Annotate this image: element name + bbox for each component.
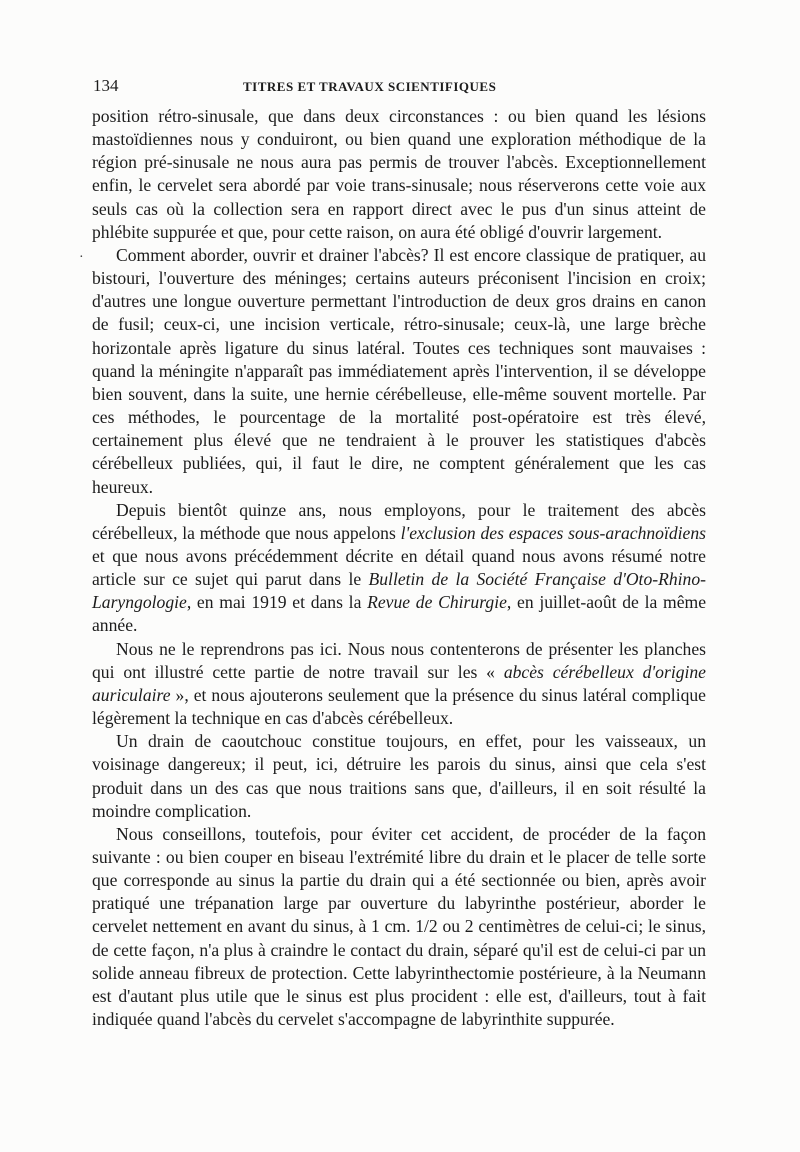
text-run: », et nous ajouterons seulement que la présence du sinus latéral complique légèrement la technique en cas d'abcès cérébelleux. (92, 684, 706, 729)
page-number: 134 (93, 76, 119, 95)
paragraph-p6 (92, 823, 706, 1031)
text-run: , en juillet-août de la même année. (92, 592, 707, 636)
text-run: , en mai 1919 et dans la (186, 592, 368, 613)
running-title: TITRES ET TRAVAUX SCIENTIFIQUES (243, 79, 497, 94)
italic-run: Revue de Chirurgie (367, 592, 507, 613)
paragraph-p2 (92, 244, 706, 499)
paragraph-p3 (92, 499, 706, 638)
text-run: Depuis bientôt quinze ans, nous employons, pour le traitement des abcès cérébelleux, la méthode que nous appelons (92, 499, 706, 543)
text-run: et que nous avons précédemment décrite en détail quand nous avons résumé notre article sur ce sujet qui parut dans le (92, 545, 706, 590)
text-run: position rétro-sinusale, que dans deux circonstances : ou bien quand les lésions mastoïdiennes nous y conduiront, ou bien quand une exploration méthodique de la région pré-sinusale ne nous aura pas permis de trouver l'abcès. Exceptionnellement enfin, le cervelet sera abordé par voie trans-sinusale; nous réserverons cette voie aux seuls cas où la collection sera en rapport direct avec le pus d'un sinus atteint de phlébite suppurée et que, pour cette raison, on aura été obligé d'ouvrir largement. (92, 106, 706, 242)
margin-mark: · (79, 250, 84, 265)
paragraph-p4 (92, 638, 706, 731)
italic-run: Bulletin de la Société Française d'Oto-Rhino-Laryngologie (92, 569, 706, 613)
italic-run: l'exclusion des espaces sous-arachnoïdiens (400, 522, 706, 543)
running-header (93, 76, 705, 96)
paragraph-p5 (92, 730, 706, 823)
text-run: Comment aborder, ouvrir et drainer l'abcès? Il est encore classique de pratiquer, au bistouri, l'ouverture des méninges; certains auteurs préconisent l'incision en croix; d'autres une longue ouverture permettant l'introduction de deux gros drains en canon de fusil; ceux-ci, une incision verticale, rétro-sinusale; ceux-là, une large brèche horizontale après ligature du sinus latéral. Toutes ces techniques sont mauvaises : quand la méningite n'apparaît pas immédiatement après l'intervention, il se développe bien souvent, dans la suite, une hernie cérébelleuse, elle-même souvent mortelle. Par ces méthodes, le pourcentage de la mortalité post-opératoire est très élevé, certainement plus élevé que ne tendraient à le prouver les statistiques d'abcès cérébelleux publiées, qui, il faut le dire, ne comptent généralement que les cas heureux. (92, 244, 706, 497)
body-text (92, 105, 706, 1031)
italic-run: abcès cérébelleux d'origine auriculaire (92, 661, 706, 705)
text-run: Nous conseillons, toutefois, pour éviter cet accident, de procéder de la façon suivante : ou bien couper en biseau l'extrémité libre du drain et le placer de telle sorte que corresponde au sinus la partie du drain qui a été sectionnée ou bien, après avoir pratiqué une trépanation large par ouverture du labyrinthe postérieur, aborder le cervelet nettement en avant du sinus, à 1 cm. 1/2 ou 2 centimètres de celui-ci; le sinus, de cette façon, n'a plus à craindre le contact du drain, séparé qu'il est de celui-ci par un solide anneau fibreux de protection. Cette labyrinthectomie postérieure, à la Neumann est d'autant plus utile que le sinus est plus procident : elle est, d'ailleurs, tout à fait indiquée quand l'abcès du cervelet s'accompagne de labyrinthite suppurée. (92, 823, 706, 1030)
text-run: Un drain de caoutchouc constitue toujours, en effet, pour les vaisseaux, un voisinage dangereux; il peut, ici, détruire les parois du sinus, ainsi que cela s'est produit dans un des cas que nous traitions sans que, d'ailleurs, il en soit résulté la moindre complication. (92, 731, 706, 821)
paragraph-p1 (92, 105, 706, 244)
text-run: Nous ne le reprendrons pas ici. Nous nous contenterons de présenter les planches qui ont illustré cette partie de notre travail sur les « (92, 638, 706, 682)
